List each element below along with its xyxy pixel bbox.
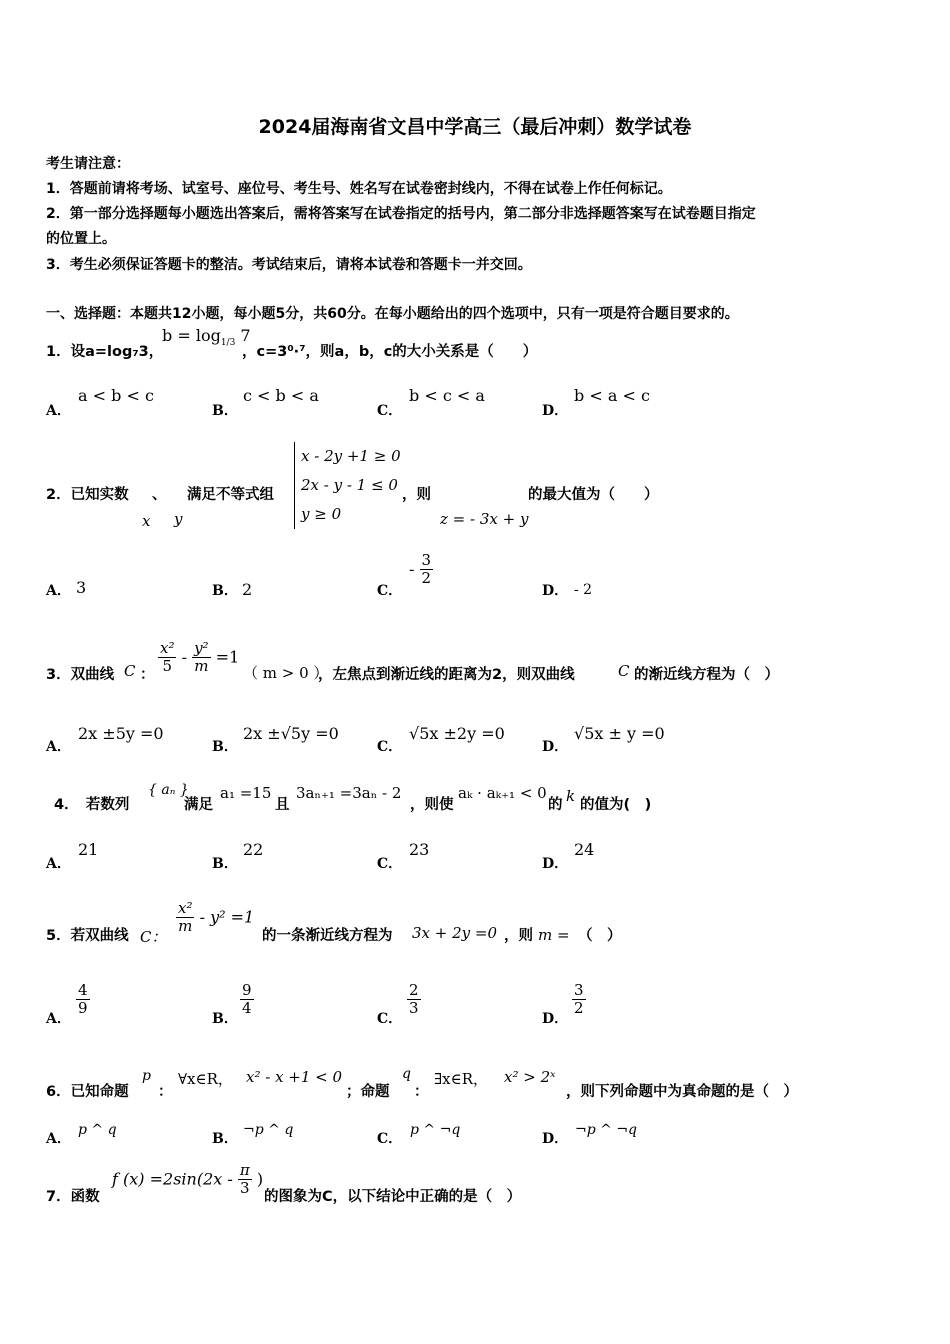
q2-then: ，则 [402, 487, 431, 503]
q2-prefix: 2．已知实数 [46, 487, 129, 503]
q6-q: q [402, 1066, 411, 1082]
q5-option-a-label: A． [46, 1011, 71, 1027]
q1-option-c-label: C． [377, 403, 403, 419]
q6-p-quantifier: ∀x∈R， [178, 1070, 233, 1088]
q4-recurrence: 3aₙ₊₁ =3aₙ - 2 [296, 784, 402, 802]
q1-option-d-label: D． [542, 403, 569, 419]
q4-suffix: 的值为( ) [580, 797, 652, 813]
q2-sep: 、 [152, 487, 167, 503]
q4-option-d-label: D． [542, 856, 569, 872]
q2-var-x: x [142, 512, 151, 530]
q6-option-d-label: D． [542, 1131, 569, 1147]
q2-option-d[interactable]: - 2 [574, 582, 593, 598]
q5-option-b-label: B． [212, 1011, 238, 1027]
q4-product: aₖ · aₖ₊₁ < 0 [458, 784, 547, 802]
q5-asymptote: 3x + 2y =0 [412, 924, 498, 942]
q2-var-y: y [174, 510, 183, 528]
q3-curve-2: C [618, 662, 630, 680]
q7-function: f (x) =2sin(2x - $\frac{\pi}{3}$ ) [112, 1161, 264, 1197]
q3-prefix: 3．双曲线 [46, 667, 115, 683]
page-title: 2024届海南省文昌中学高三（最后冲刺）数学试卷 [258, 116, 692, 138]
q3-option-d-label: D． [542, 739, 569, 755]
q3-option-b[interactable]: 2x ±√5y =0 [243, 724, 339, 743]
q4-mid3: 的 [548, 797, 563, 813]
q5-curve: C： [140, 928, 167, 946]
q1-c-expr: ，c=3⁰·⁷，则a，b，c的大小关系是（ ） [242, 344, 538, 360]
q5-m: m = [538, 926, 570, 944]
q6-p: p [142, 1068, 151, 1084]
q4-option-c-label: C． [377, 856, 403, 872]
q6-p-inequality: x² - x +1 < 0 [246, 1068, 343, 1086]
q5-suffix: （ ） [578, 928, 622, 944]
q6-q-inequality: x² > 2ˣ [504, 1068, 556, 1086]
q4-option-c[interactable]: 23 [409, 840, 430, 859]
q3-equation: $\frac{\text{x²}}{5}$ - $\frac{\text{y²}}{m}$ =1 [160, 639, 240, 675]
q3-option-c-label: C． [377, 739, 403, 755]
note-1: 1．答题前请将考场、试室号、座位号、考生号、姓名写在试卷密封线内，不得在试卷上作任何标记。 [46, 181, 672, 197]
q2-option-c[interactable]: - $\frac{3}{2}$ [409, 551, 432, 587]
q2-ineq-3: y ≥ 0 [301, 505, 342, 523]
q4-option-d[interactable]: 24 [574, 840, 595, 859]
q4-mid2: ，则使 [410, 797, 454, 813]
q3-curve: C [124, 662, 136, 680]
q6-prefix: 6．已知命题 [46, 1084, 129, 1100]
q4-option-a-label: A． [46, 856, 71, 872]
section-heading: 一、选择题：本题共12小题，每小题5分，共60分。在每小题给出的四个选项中，只有一项是符合题目要求的。 [46, 306, 739, 322]
q3-option-c[interactable]: √5x ±2y =0 [409, 724, 505, 743]
note-2b: 的位置上。 [46, 231, 116, 247]
q7-prefix: 7．函数 [46, 1189, 100, 1205]
q2-option-b[interactable]: 2 [242, 580, 253, 599]
q2-option-a[interactable]: 3 [76, 578, 87, 597]
q3-colon: ： [140, 667, 155, 683]
q5-option-c-label: C． [377, 1011, 403, 1027]
q6-sep: ；命题 [346, 1084, 390, 1100]
q1-option-c[interactable]: b < c < a [409, 386, 485, 405]
q3-option-a-label: A． [46, 739, 71, 755]
q2-ineq-2: 2x - y - 1 ≤ 0 [301, 476, 398, 494]
q2-option-c-fraction: $\frac{3}{2}$ [421, 551, 432, 587]
q2-objective: z = - 3x + y [440, 510, 529, 528]
q4-sequence: { aₙ } [148, 782, 189, 798]
q5-option-a[interactable]: $\frac{4}{9}$ [78, 981, 88, 1017]
q4-k: k [566, 787, 576, 805]
q3-option-a[interactable]: 2x ±5y =0 [78, 724, 164, 743]
q2-inequality-system [294, 442, 401, 529]
q6-p-colon: ： [158, 1084, 173, 1100]
q1-option-d[interactable]: b < a < c [574, 386, 650, 405]
q5-prefix: 5．若双曲线 [46, 928, 129, 944]
q2-option-b-label: B． [212, 583, 238, 599]
q1-option-b[interactable]: c < b < a [243, 386, 319, 405]
q6-suffix: ，则下列命题中为真命题的是（ ） [566, 1084, 798, 1100]
q6-option-d[interactable]: ¬p ^ ¬q [575, 1122, 638, 1138]
q6-q-quantifier: ∃x∈R， [434, 1070, 488, 1088]
q2-option-a-label: A． [46, 583, 71, 599]
q3-option-d[interactable]: √5x ± y =0 [574, 724, 665, 743]
q6-option-a[interactable]: p ^ q [78, 1122, 117, 1138]
q1-prefix: 1．设a=log₇3， [46, 344, 164, 360]
question-1 [46, 340, 163, 361]
q2-option-c-label: C． [377, 583, 403, 599]
q6-option-c[interactable]: p ^ ¬q [410, 1122, 461, 1138]
q7-suffix: 的图象为C，以下结论中正确的是（ ） [264, 1189, 522, 1205]
q1-b-expr: $b = \log_{1/3} 7$ [162, 326, 251, 349]
q6-option-b-label: B． [212, 1131, 238, 1147]
q4-mid: 满足 [184, 797, 213, 813]
q3-condition: （ m > 0 ） [243, 664, 329, 682]
q5-option-d-label: D． [542, 1011, 569, 1027]
q3-suffix: ，左焦点到渐近线的距离为2，则双曲线 [318, 667, 575, 683]
notes-heading: 考生请注意： [46, 156, 130, 172]
q5-option-c[interactable]: $\frac{2}{3}$ [409, 981, 419, 1017]
q4-and: 且 [275, 797, 290, 813]
q4-a1: a₁ =15 [220, 784, 272, 802]
note-2a: 2．第一部分选择题每小题选出答案后，需将答案写在试卷指定的括号内，第二部分非选择题答案写在试卷题目指定 [46, 206, 756, 222]
q3-suffix-2: 的渐近线方程为（ ） [634, 667, 779, 683]
q5-then: ，则 [504, 928, 533, 944]
q2-ineq-1: x - 2y +1 ≥ 0 [301, 447, 401, 465]
q2-mid: 满足不等式组 [187, 487, 274, 503]
q6-option-a-label: A． [46, 1131, 71, 1147]
q6-q-colon: ： [414, 1084, 429, 1100]
q5-option-b[interactable]: $\frac{9}{4}$ [242, 981, 252, 1017]
q4-option-b-label: B． [212, 856, 238, 872]
q1-option-a[interactable]: a < b < c [78, 386, 154, 405]
q2-option-d-label: D． [542, 583, 569, 599]
q5-equation: $\frac{\text{x²}}{m}$ - y² =1 [178, 899, 255, 935]
q5-option-d[interactable]: $\frac{3}{2}$ [574, 981, 584, 1017]
q1-option-b-label: B． [212, 403, 238, 419]
q1-option-a-label: A． [46, 403, 71, 419]
q3-option-b-label: B． [212, 739, 238, 755]
q4-prefix: 4． 若数列 [54, 797, 130, 813]
q2-suffix: 的最大值为（ ） [528, 487, 659, 503]
q5-mid: 的一条渐近线方程为 [262, 928, 393, 944]
q6-option-c-label: C． [377, 1131, 403, 1147]
q4-option-b[interactable]: 22 [243, 840, 264, 859]
note-3: 3．考生必须保证答题卡的整洁。考试结束后，请将本试卷和答题卡一并交回。 [46, 257, 532, 273]
q6-option-b[interactable]: ¬p ^ q [243, 1122, 294, 1138]
q4-option-a[interactable]: 21 [78, 840, 99, 859]
